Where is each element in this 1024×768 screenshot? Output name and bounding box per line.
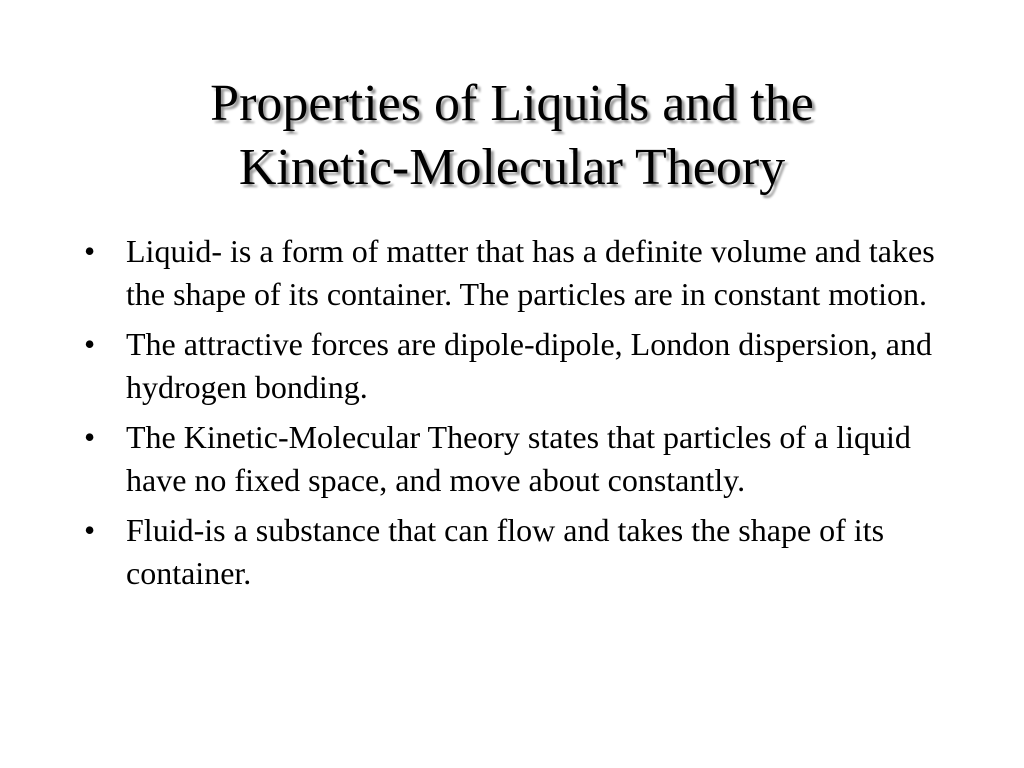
bullet-icon: • [84,512,96,548]
bullet-icon: • [84,419,96,455]
bullet-text: The Kinetic-Molecular Theory states that particles of a liquid have no fixed space, and move about constantly. [126,419,911,498]
slide-title [0,72,1024,200]
slide-title-line-2: Kinetic-Molecular Theory [238,139,786,196]
bullet-item-fluid-definition [84,509,964,595]
bullet-text: The attractive forces are dipole-dipole, London dispersion, and hydrogen bonding. [126,326,932,405]
bullet-list [84,230,964,602]
bullet-icon: • [84,326,96,362]
slide-title-line-1: Properties of Liquids and the [210,75,814,132]
bullet-item-attractive-forces [84,323,964,409]
bullet-text: Liquid- is a form of matter that has a definite volume and takes the shape of its container. The particles are in constant motion. [126,233,935,312]
bullet-item-liquid-definition [84,230,964,316]
bullet-text: Fluid-is a substance that can flow and takes the shape of its container. [126,512,885,591]
bullet-icon: • [84,233,96,269]
bullet-item-kinetic-theory [84,416,964,502]
